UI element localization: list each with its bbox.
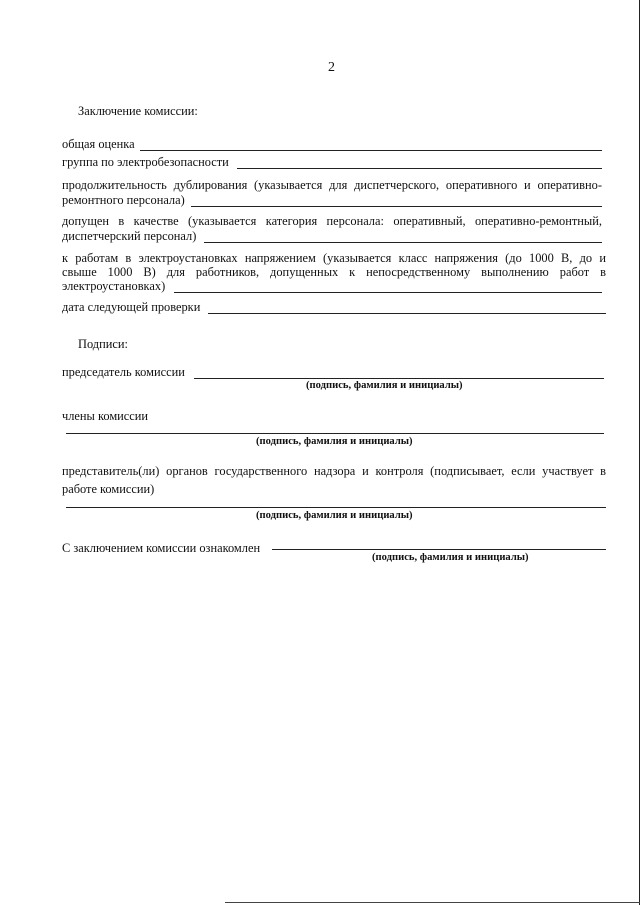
acquainted-label: С заключением комиссии ознакомлен: [62, 541, 261, 555]
next-check-line[interactable]: [208, 313, 606, 314]
duplication-text-line1: продолжительность дублирования (указывается для диспетчерского, оперативного и оперативно-: [62, 178, 602, 192]
acquainted-signature-line[interactable]: [272, 549, 606, 550]
representative-signature-caption: (подпись, фамилия и инициалы): [256, 510, 413, 521]
chairman-label: председатель комиссии: [62, 365, 185, 379]
duplication-text-line2: ремонтного персонала): [62, 193, 185, 207]
admitted-text-line1: допущен в качестве (указывается категория персонала: оперативный, оперативно-ремонтный,: [62, 214, 602, 228]
works-text-line1: к работам в электроустановках напряжением (указывается класс напряжения (до 1000 В, до и: [62, 251, 606, 265]
next-check-label: дата следующей проверки: [62, 300, 201, 314]
page-edge-bottom: [225, 902, 640, 903]
general-grade-line[interactable]: [140, 150, 602, 151]
chairman-signature-line[interactable]: [194, 378, 604, 379]
safety-group-label: группа по электробезопасности: [62, 155, 229, 169]
conclusion-heading: Заключение комиссии:: [78, 104, 198, 118]
members-label: члены комиссии: [62, 409, 149, 423]
members-signature-line[interactable]: [66, 433, 604, 434]
general-grade-label: общая оценка: [62, 137, 135, 151]
representative-signature-line[interactable]: [66, 507, 606, 508]
signatures-heading: Подписи:: [78, 337, 128, 351]
representative-text-line1: представитель(ли) органов государственного надзора и контроля (подписывает, если участвует в: [62, 464, 606, 478]
works-text-line3: электроустановках): [62, 279, 166, 293]
chairman-signature-caption: (подпись, фамилия и инициалы): [306, 380, 463, 391]
admitted-line[interactable]: [204, 242, 602, 243]
admitted-text-line2: диспетчерский персонал): [62, 229, 197, 243]
duplication-line[interactable]: [191, 206, 602, 207]
page-number: 2: [328, 60, 335, 75]
acquainted-signature-caption: (подпись, фамилия и инициалы): [372, 552, 529, 563]
works-line[interactable]: [174, 292, 602, 293]
representative-text-line2: работе комиссии): [62, 482, 155, 496]
safety-group-line[interactable]: [237, 168, 602, 169]
works-text-line2: свыше 1000 В) для работников, допущенных к непосредственному выполнению работ в: [62, 265, 606, 279]
members-signature-caption: (подпись, фамилия и инициалы): [256, 436, 413, 447]
